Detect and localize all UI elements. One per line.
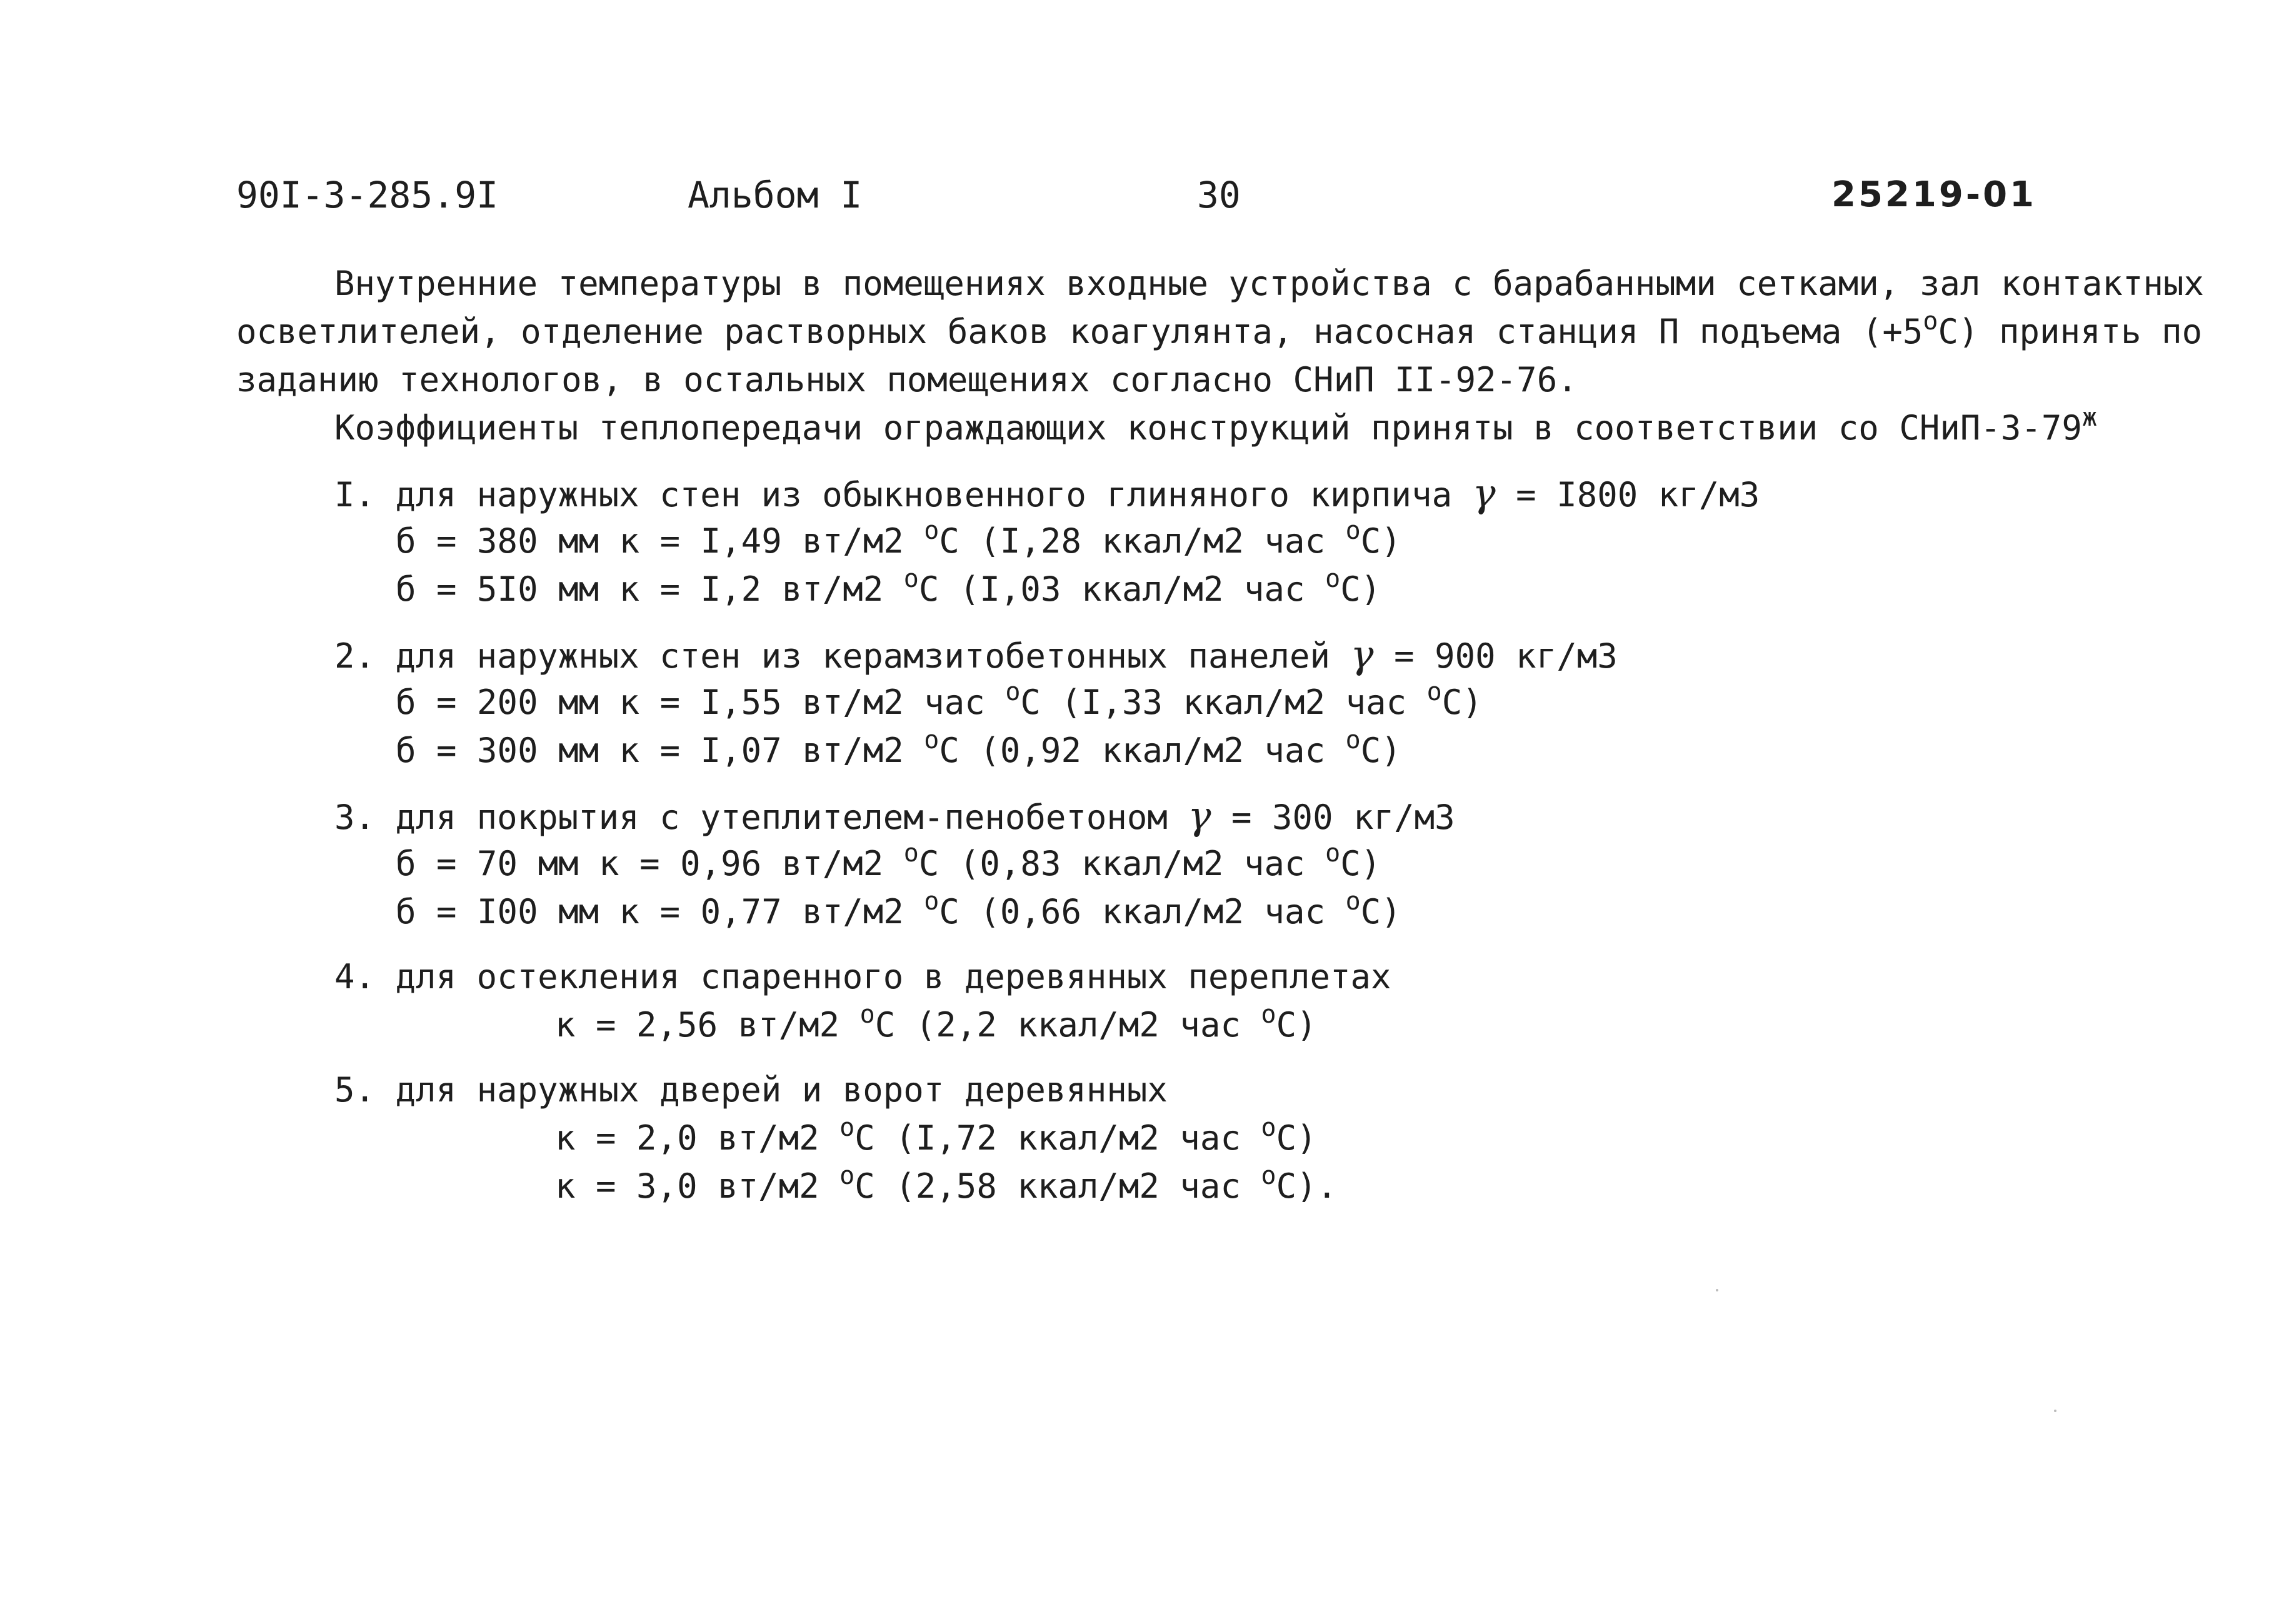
intro-line-1: Внутренние температуры в помещениях входные устройства с барабанными сетками, зал контактных [334,264,2204,303]
document-body [236,259,2204,1210]
list-item-3-row: б = 70 мм к = 0,96 вт/м2 $^о$С (0,83 ккал/м2 час $^о$С) [396,839,1381,883]
degree-mark: о [1923,307,1938,336]
list-item-2-heading: 2. для наружных стен из керамзитобетонных панелей γ = 900 кг/м3 [334,631,1618,677]
list-item-3-row: б = I00 мм к = 0,77 вт/м2 $^о$С (0,66 ккал/м2 час $^о$С) [396,887,1401,931]
list-item-2-row: б = 200 мм к = I,55 вт/м2 час $^о$С (I,33 ккал/м2 час $^о$С) [396,678,1483,722]
list-item-5-row: к = 3,0 вт/м2 $^о$С (2,58 ккал/м2 час $^о$С). [555,1161,1338,1206]
scan-speck [2054,1410,2056,1412]
list-item-2-row: б = 300 мм к = I,07 вт/м2 $^о$С (0,92 ккал/м2 час $^о$С) [396,726,1401,770]
list-item-1-heading: I. для наружных стен из обыкновенного глиняного кирпича γ = I800 кг/м3 [334,470,1760,516]
intro-line-4: Коэффициенты теплопередачи ограждающих конструкций приняты в соответствии со СНиП-$3-79^ж$ [334,403,2098,448]
list-item-1-row: б = 380 мм к = I,49 вт/м2 $^о$С (I,28 ккал/м2 час $^о$С) [396,516,1401,561]
intro-line-3: заданию технологов, в остальных помещениях согласно СНиП II-92-76. [236,360,1578,399]
list-item-5-row: к = 2,0 вт/м2 $^о$С (I,72 ккал/м2 час $^о$С) [555,1113,1317,1158]
list-item-1-row: б = 5I0 мм к = I,2 вт/м2 $^о$С (I,03 ккал/м2 час $^о$С) [396,564,1381,609]
scan-speck [1716,1289,1718,1291]
list-item-3-heading: 3. для покрытия с утеплителем-пенобетоном γ = 300 кг/м3 [334,793,1455,838]
page-number: 30 [1197,174,1241,216]
gamma-symbol: γ [1350,631,1374,677]
list-item-4-row: к = 2,56 вт/м2 $^о$С (2,2 ккал/м2 час $^о$С) [555,1000,1317,1045]
gamma-symbol: γ [1188,793,1211,838]
intro-line-2: осветлителей, отделение растворных баков коагулянта, насосная станция П подъема $(+5^оС)$ принять по [236,307,2203,351]
list-item-5-heading: 5. для наружных дверей и ворот деревянных [334,1070,1168,1110]
page-header [0,170,2289,220]
document-code: 90I-3-285.9I [236,174,499,216]
inventory-stamp: 25219-01 [1831,174,2036,215]
asterisk-mark: ж [2081,403,2098,432]
gamma-symbol: γ [1472,470,1496,516]
list-item-4-heading: 4. для остекления спаренного в деревянных переплетах [334,957,1391,996]
album-label: Альбом I [688,174,863,216]
